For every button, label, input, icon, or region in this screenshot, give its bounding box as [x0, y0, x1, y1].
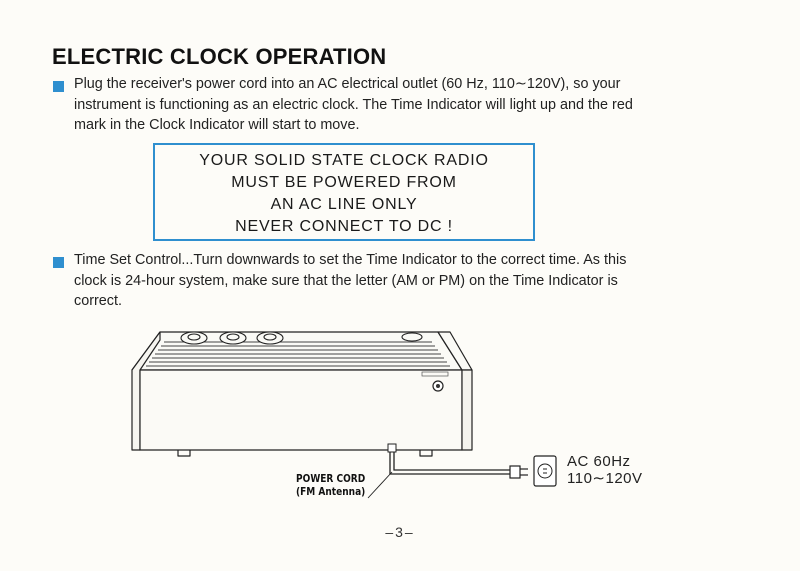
paragraph-line: Plug the receiver's power cord into an AC electrical outlet (60 Hz, 110∼120V), so your — [74, 76, 621, 92]
paragraph-line: instrument is functioning as an electric clock. The Time Indicator will light up and the red — [74, 96, 633, 113]
warning-line: MUST BE POWERED FROM — [231, 174, 457, 191]
warning-line: AN AC LINE ONLY — [270, 196, 418, 213]
paragraph-line: correct. — [74, 293, 122, 309]
warning-line: YOUR SOLID STATE CLOCK RADIO — [199, 152, 489, 169]
ac-outlet-label-line: 110∼120V — [567, 470, 643, 487]
power-cord-label-line: (FM Antenna) — [296, 485, 366, 498]
bullet-square-icon — [53, 257, 64, 268]
paragraph-line: clock is 24-hour system, make sure that the letter (AM or PM) on the Time Indicator is — [74, 272, 618, 289]
bullet-square-icon — [53, 81, 64, 92]
warning-box — [153, 143, 535, 241]
paragraph-line: Time Set Control...Turn downwards to set the Time Indicator to the correct time. As this — [74, 252, 627, 268]
power-cord-label-line: POWER CORD — [296, 472, 366, 485]
clock-radio-illustration — [120, 322, 660, 522]
paragraph-line: mark in the Clock Indicator will start to move. — [74, 117, 360, 133]
ac-outlet-label-line: AC 60Hz — [567, 453, 631, 470]
paragraph-plug-in — [74, 74, 734, 136]
warning-line: NEVER CONNECT TO DC ! — [235, 218, 453, 235]
power-cord-label — [296, 472, 365, 498]
page-number: –3– — [385, 524, 415, 540]
section-title: ELECTRIC CLOCK OPERATION — [52, 44, 387, 69]
ac-outlet-label — [567, 453, 643, 487]
paragraph-time-set — [74, 250, 734, 312]
